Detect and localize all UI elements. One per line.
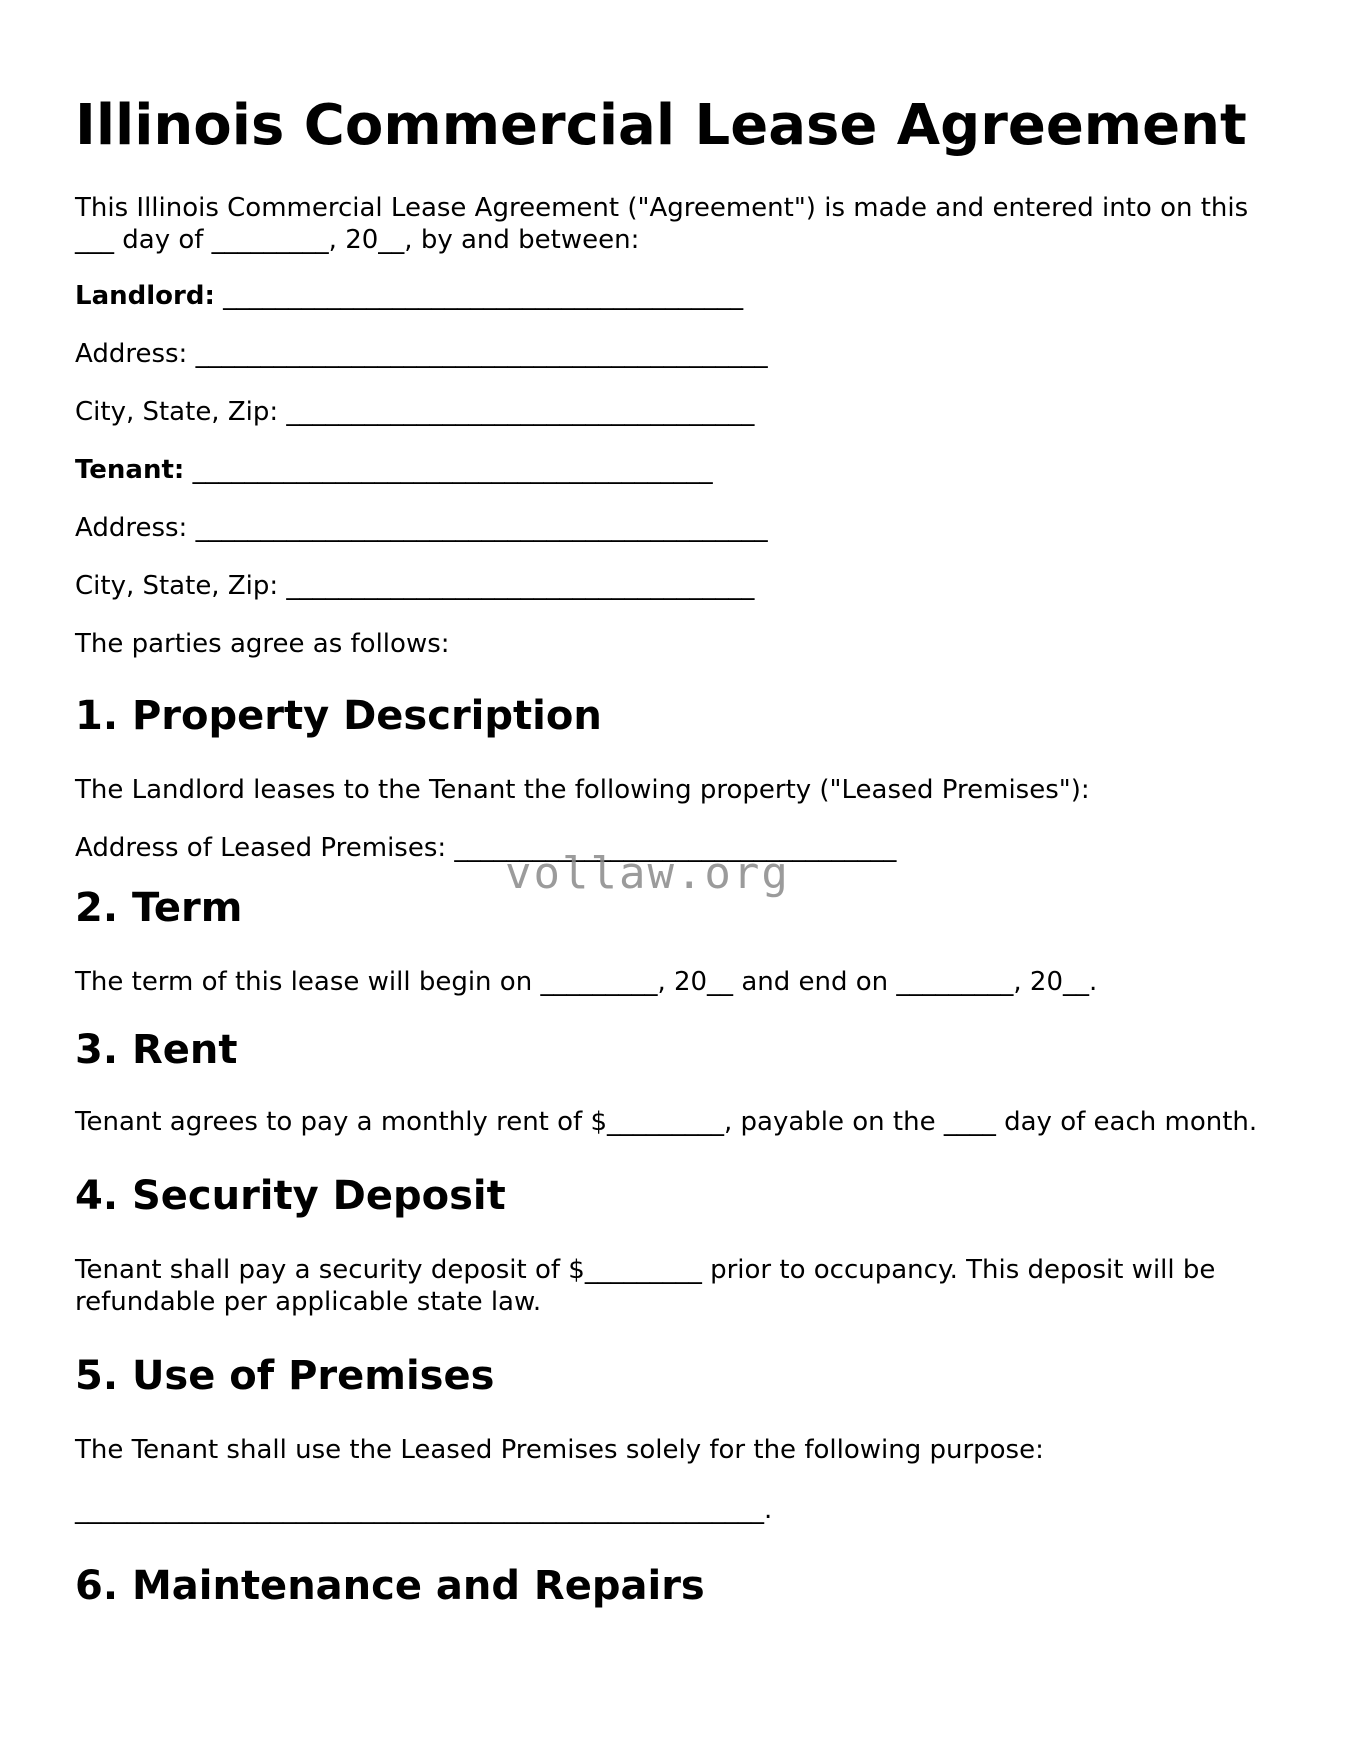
landlord-line	[75, 280, 1275, 312]
tenant-city-state-zip-line: City, State, Zip: ____________________________________	[75, 571, 755, 601]
use-purpose-blank: _____________________________________________________.	[75, 1495, 773, 1525]
tenant-line	[75, 454, 1275, 486]
property-text: The Landlord leases to the Tenant the following property ("Leased Premises"):	[75, 775, 1090, 805]
landlord-city-state-zip-line: City, State, Zip: ____________________________________	[75, 397, 755, 427]
landlord-address-line: Address: ____________________________________________	[75, 339, 768, 369]
watermark: vollaw.org	[505, 848, 790, 899]
section-heading-rent: 3. Rent	[75, 1027, 238, 1073]
document-page	[75, 0, 1275, 1608]
tenant-name-blank: ________________________________________	[184, 455, 713, 485]
section-heading-maintenance: 6. Maintenance and Repairs	[75, 1563, 705, 1609]
use-text: The Tenant shall use the Leased Premises solely for the following purpose:	[75, 1435, 1044, 1465]
section-heading-property: 1. Property Description	[75, 693, 602, 739]
tenant-label: Tenant:	[75, 455, 185, 485]
document-title: Illinois Commercial Lease Agreement	[75, 93, 1247, 158]
term-text: The term of this lease will begin on _________, 20__ and end on _________, 20__.	[75, 967, 1098, 997]
agree-text: The parties agree as follows:	[75, 629, 450, 659]
rent-text: Tenant agrees to pay a monthly rent of $_________, payable on the ____ day of each month.	[75, 1107, 1258, 1137]
leased-premises-address-line: Address of Leased Premises: __________________________________	[75, 833, 897, 863]
section-heading-term: 2. Term	[75, 885, 243, 931]
landlord-name-blank: ________________________________________	[214, 281, 744, 311]
landlord-label: Landlord:	[75, 281, 215, 311]
section-heading-security-deposit: 4. Security Deposit	[75, 1173, 506, 1219]
intro-paragraph: This Illinois Commercial Lease Agreement ("Agreement") is made and entered into on this ___ day of _________, 20__, by and between:	[75, 193, 1249, 255]
tenant-address-line: Address: ____________________________________________	[75, 513, 768, 543]
security-deposit-text: Tenant shall pay a security deposit of $_________ prior to occupancy. This deposit will be refundable per applicable state law.	[75, 1255, 1216, 1317]
section-heading-use: 5. Use of Premises	[75, 1353, 495, 1399]
